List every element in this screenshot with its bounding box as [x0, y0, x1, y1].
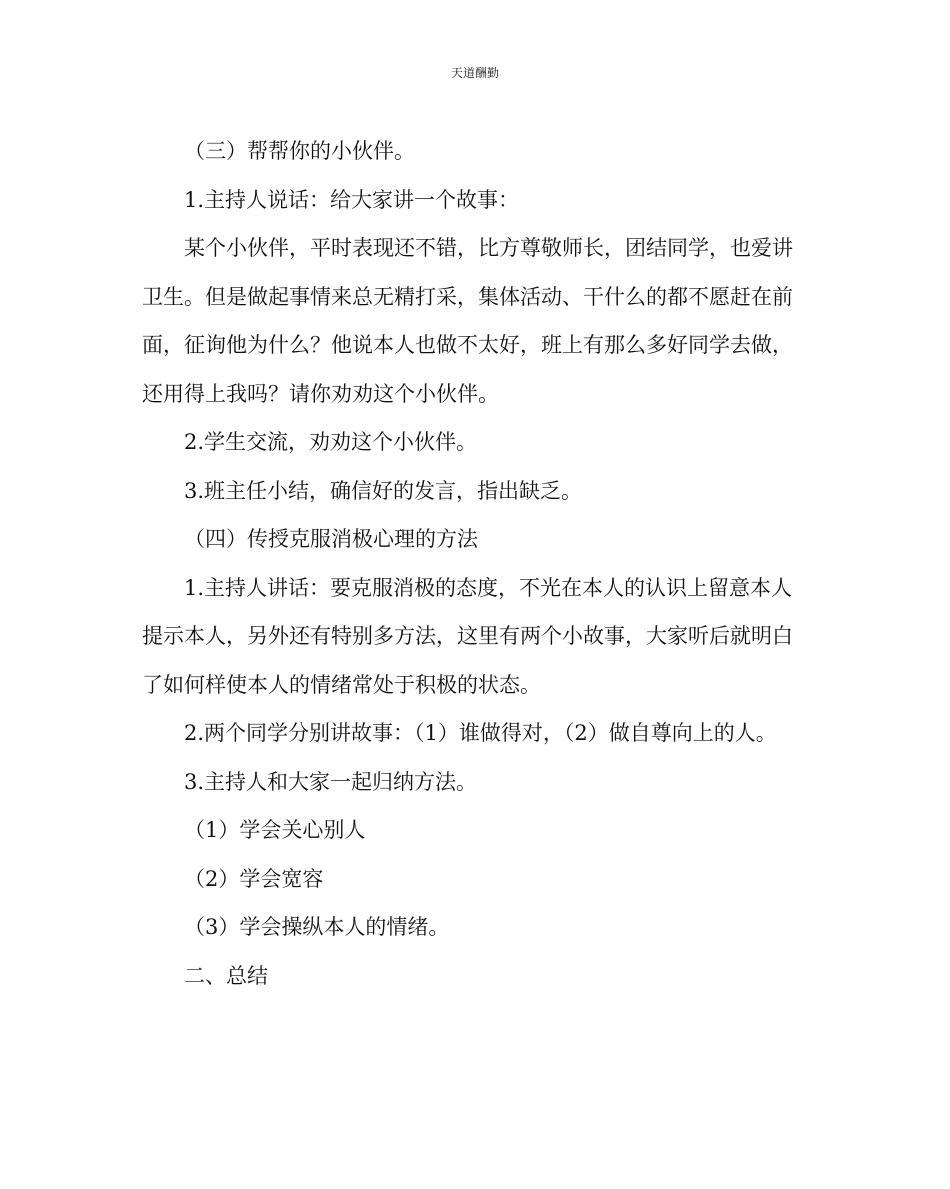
section-heading-3: （三）帮帮你的小伙伴。	[184, 139, 415, 163]
paragraph: 1.主持人说话：给大家讲一个故事：	[184, 187, 520, 212]
section-heading-summary: 二、总结	[184, 963, 268, 988]
paragraph: 2.两个同学分别讲故事：（1）谁做得对，（2）做自尊向上的人。	[184, 721, 777, 745]
section-heading-4: （四）传授克服消极心理的方法	[184, 527, 478, 551]
paragraph: 某个小伙伴，平时表现还不错，比方尊敬师长，团结同学，也爱讲卫生。但是做起事情来总无精打采，集体活动、干什么的都不愿赶在前面，征询他为什么？他说本人也做不太好，班上有那么多好同学去做，还用得上我吗？请你劝劝这个小伙伴。	[142, 236, 793, 406]
list-item: （1）学会关心别人	[184, 818, 366, 842]
paragraph: 3.主持人和大家一起归纳方法。	[184, 769, 478, 794]
list-item: （3）学会操纵本人的情绪。	[184, 915, 450, 939]
paragraph: 3.班主任小结，确信好的发言，指出缺乏。	[184, 478, 583, 503]
paragraph: 1.主持人讲话：要克服消极的态度，不光在本人的认识上留意本人提示本人，另外还有特别多方法，这里有两个小故事，大家听后就明白了如何样使本人的情绪常处于积极的状态。	[142, 575, 793, 697]
page-header: 天道酬勤	[450, 66, 499, 80]
paragraph: 2.学生交流，劝劝这个小伙伴。	[184, 430, 478, 454]
document-body	[142, 127, 802, 1000]
list-item: （2）学会宽容	[184, 866, 324, 891]
